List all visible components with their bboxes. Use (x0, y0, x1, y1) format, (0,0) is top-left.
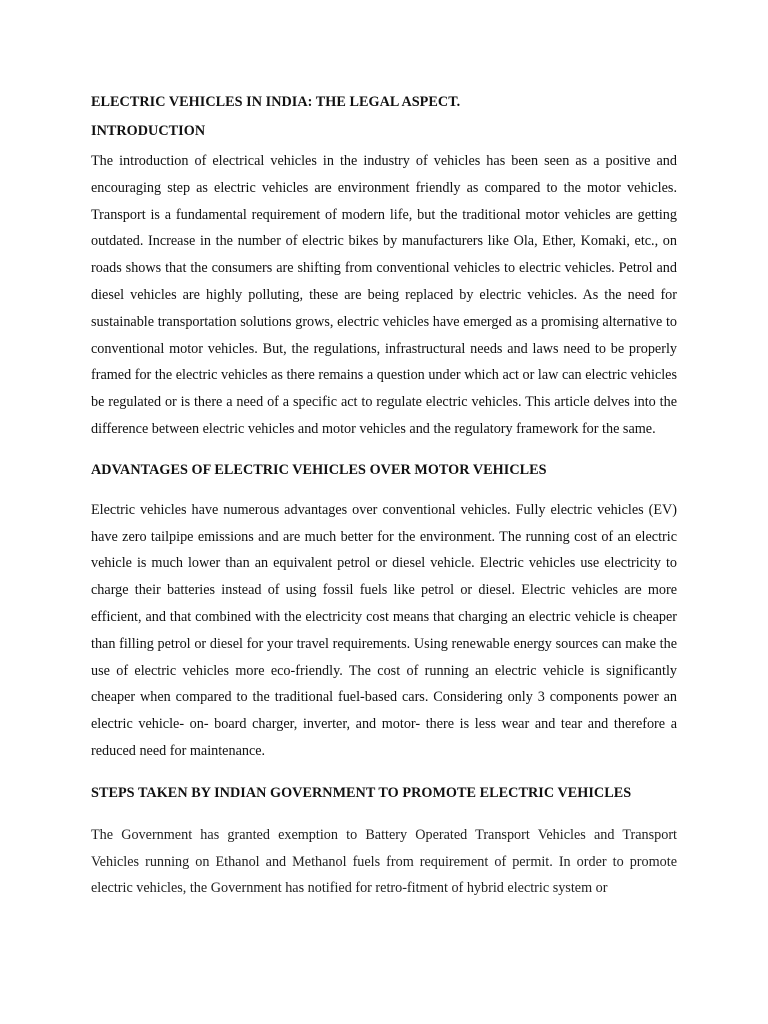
document-title: ELECTRIC VEHICLES IN INDIA: THE LEGAL ASPECT. (91, 94, 461, 110)
section-body-government-steps: The Government has granted exemption to Battery Operated Transport Vehicles and Transport Vehicles running on Ethanol and Methanol fuels from requirement of permit. In order to promote electric vehicles, the Government has notified for retro-fitment of hybrid electric system or (91, 826, 677, 897)
section-heading-introduction: INTRODUCTION (91, 123, 206, 139)
section-heading-advantages: ADVANTAGES OF ELECTRIC VEHICLES OVER MOTOR VEHICLES (91, 461, 547, 478)
section-body-advantages: Electric vehicles have numerous advantages over conventional vehicles. Fully electric vehicles (EV) have zero tailpipe emissions and are much better for the environment. The running cost of an electric vehicle is much lower than an equivalent petrol or diesel vehicle. Electric vehicles use electricity to charge their batteries instead of using fossil fuels like petrol or diesel. Electric vehicles are more efficient, and that combined with the electricity cost means that charging an electric vehicle is cheaper than filling petrol or diesel for your travel requirements. Using renewable energy sources can make the use of electric vehicles more eco-friendly. The cost of running an electric vehicle is significantly cheaper when compared to the traditional fuel-based cars. Considering only 3 components power an electric vehicle- on- board charger, inverter, and motor- there is less wear and tear and therefore a reduced need for maintenance. (91, 501, 677, 759)
section-body-introduction: The introduction of electrical vehicles in the industry of vehicles has been seen as a positive and encouraging step as electric vehicles are environment friendly as compared to the motor vehicles. Transport is a fundamental requirement of modern life, but the traditional motor vehicles are getting outdated. Increase in the number of electric bikes by manufacturers like Ola, Ether, Komaki, etc., on roads shows that the consumers are shifting from conventional vehicles to electric vehicles. Petrol and diesel vehicles are highly polluting, these are being replaced by electric vehicles. As the need for sustainable transportation solutions grows, electric vehicles have emerged as a promising alternative to conventional motor vehicles. But, the regulations, infrastructural needs and laws need to be properly framed for the electric vehicles as there remains a question under which act or law can electric vehicles be regulated or is there a need of a specific act to regulate electric vehicles. This article delves into the difference between electric vehicles and motor vehicles and the regulatory framework for the same. (91, 153, 677, 437)
section-heading-government-steps: STEPS TAKEN BY INDIAN GOVERNMENT TO PROMOTE ELECTRIC VEHICLES (91, 784, 632, 801)
document-content (91, 92, 677, 902)
